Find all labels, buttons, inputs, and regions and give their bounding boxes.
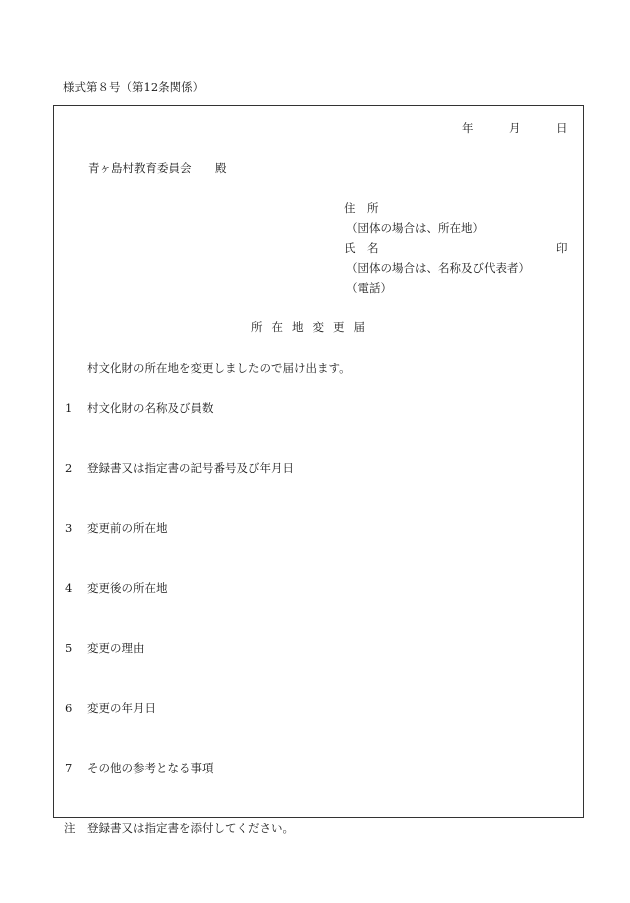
item-number: 7 bbox=[65, 761, 73, 775]
item-label: 登録書又は指定書の記号番号及び年月日 bbox=[87, 461, 294, 475]
item-number: 3 bbox=[65, 521, 73, 535]
item-label: 村文化財の名称及び員数 bbox=[87, 401, 214, 415]
item-label: 変更後の所在地 bbox=[87, 581, 168, 595]
form-number: 様式第８号（第12条関係） bbox=[63, 80, 205, 94]
intro-text: 村文化財の所在地を変更しましたので届け出ます。 bbox=[87, 361, 351, 375]
item-label: その他の参考となる事項 bbox=[87, 761, 214, 775]
item-number: 4 bbox=[65, 581, 73, 595]
date-month: 月 bbox=[509, 121, 521, 135]
date-day: 日 bbox=[556, 121, 568, 135]
item-number: 5 bbox=[65, 641, 73, 655]
address-label: 住 所 bbox=[344, 201, 379, 215]
address-note: （団体の場合は、所在地） bbox=[346, 221, 484, 235]
item-number: 6 bbox=[65, 701, 73, 715]
addressee-name: 青ヶ島村教育委員会 bbox=[88, 161, 192, 175]
name-label: 氏 名 bbox=[344, 241, 379, 255]
item-number: 1 bbox=[65, 401, 73, 415]
phone-label: （電話） bbox=[346, 281, 392, 295]
date-year: 年 bbox=[462, 121, 474, 135]
note-label: 注 bbox=[64, 821, 76, 835]
item-number: 2 bbox=[65, 461, 73, 475]
note-text: 登録書又は指定書を添付してください。 bbox=[87, 821, 294, 835]
item-label: 変更の年月日 bbox=[87, 701, 156, 715]
name-note: （団体の場合は、名称及び代表者） bbox=[346, 261, 530, 275]
document-title: 所在地変更届 bbox=[251, 320, 374, 334]
item-label: 変更前の所在地 bbox=[87, 521, 168, 535]
addressee-honorific: 殿 bbox=[215, 161, 227, 175]
item-label: 変更の理由 bbox=[87, 641, 145, 655]
seal-mark: 印 bbox=[556, 241, 568, 255]
